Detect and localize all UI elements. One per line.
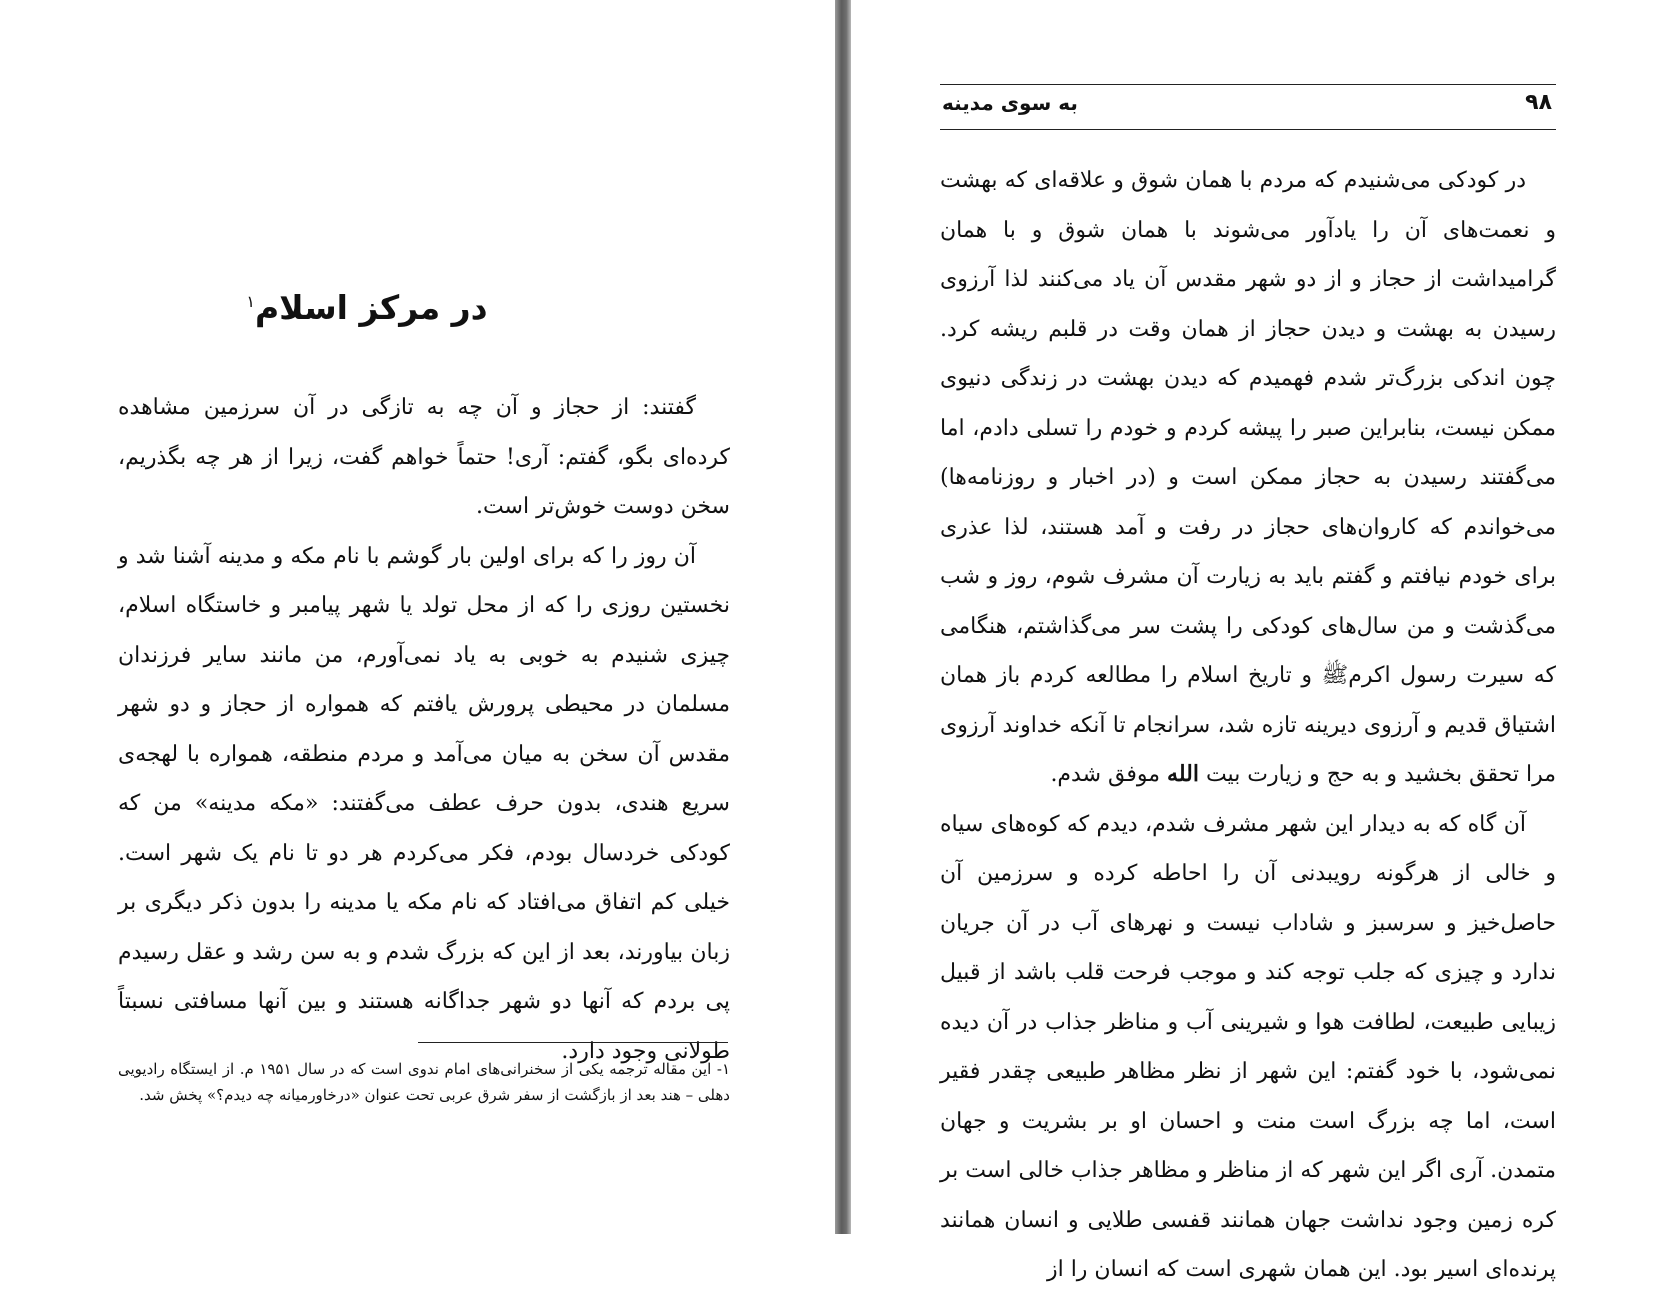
paragraph-text: در کودکی می‌شنیدم که مردم با همان شوق و علاقه‌ای که بهشت و نعمت‌های آن را یادآور می‌شوند با همان شوق و با همان گرامیداشت از حجاز و از دو شهر مقدس آن یاد می‌کنند لذا آرزوی رسیدن به بهشت و دیدن حجاز از همان وقت در قلبم ریشه کرد. چون اندکی بزرگ‌تر شدم فهمیدم که دیدن بهشت در زندگی دنیوی ممکن نیست، بنابراین صبر را پیشه کردم و خودم را تسلی دادم، اما می‌گفتند رسیدن به حجاز ممکن است و (در اخبار و روزنامه‌ها) می‌خواندم که کاروان‌های حجاز در رفت و آمد هستند، لذا عذری برای خودم نیافتم و گفتم باید به زیارت آن مشرف شوم، روز و شب می‌گذشت و من سال‌های کودکی را پشت سر می‌گذاشتم، هنگامی که سیرت رسول اکرمﷺ و تاریخ اسلام را مطالعه کردم باز همان اشتیاق قدیم و آرزوی دیرینه تازه شد، سرانجام تا آنکه خداوند آرزوی مرا تحقق بخشید و به حج و زیارت بیت: [940, 168, 1556, 787]
chapter-title: [120, 288, 614, 327]
book-gutter: [835, 0, 851, 1234]
footnote: ۱- این مقاله ترجمه یکی از سخنرانی‌های امام ندوی است که در سال ۱۹۵۱ م. از ایستگاه رادیویی دهلی – هند بعد از بازگشت از سفر شرق عربی تحت عنوان «درخاورمیانه چه دیدم؟» پخش شد.: [118, 1060, 730, 1104]
footnote-marker: ۱: [246, 292, 255, 311]
emphasis-text: الله: [1167, 761, 1199, 787]
chapter-title-text: در مرکز اسلام: [254, 288, 488, 327]
paragraph-text-end: موفق شدم.: [1050, 762, 1168, 787]
left-body-text: [118, 383, 730, 1076]
paragraph: [940, 156, 1556, 800]
page-number: ۹۸: [1525, 90, 1552, 115]
footnote-divider: [418, 1042, 728, 1043]
running-header: [940, 84, 1556, 130]
left-page: [0, 0, 835, 1234]
paragraph: آن روز را که برای اولین بار گوشم با نام مکه و مدینه آشنا شد و نخستین روزی را که از محل تولد یا شهر پیامبر و خاستگاه اسلام، چیزی شنیدم به خوبی به یاد نمی‌آورم، من مانند سایر فرزندان مسلمان در محیطی پرورش یافتم که همواره از حجاز و دو شهر مقدس آن سخن به میان می‌آمد و مردم منطقه، همواره با لهجه‌ی سریع هندی، بدون حرف عطف می‌گفتند: «مکه مدینه» من که کودکی خردسال بودم، فکر می‌کردم هر دو تا نام یک شهر است. خیلی کم اتفاق می‌افتاد که نام مکه یا مدینه را بدون ذکر دیگری بر زبان بیاورند، بعد از این که بزرگ شدم و به سن رشد و عقل رسیدم پی بردم که آنها دو شهر جداگانه هستند و بین آنها مسافتی نسبتاً طولانی وجود دارد.: [118, 543, 730, 1064]
paragraph: آن گاه که به دیدار این شهر مشرف شدم، دیدم که کوه‌های سیاه و خالی از هرگونه رویبدنی آن را احاطه کرده و سرزمین آن حاصل‌خیز و سرسبز و شاداب نیست و نهرهای آب در آن جریان ندارد و چیزی که جلب توجه کند و موجب فرحت قلب باشد از قبیل زیبایی طبیعت، لطافت هوا و شیرینی آب و مناظر جذاب در آن دیده نمی‌شود، با خود گفتم: این شهر از نظر مظاهر طبیعی چقدر فقیر است، اما چه بزرگ است منت و احسان او بر بشریت و جهان متمدن. آری اگر این شهر که از مناظر و مظاهر جذاب خالی است بر کره زمین وجود نداشت جهان همانند قفسی طلایی و انسان همانند پرنده‌ای اسیر بود. این همان شهری است که انسان را از: [940, 811, 1556, 1282]
running-title: به سوی مدینه: [942, 91, 1078, 115]
paragraph: گفتند: از حجاز و آن چه به تازگی در آن سرزمین مشاهده کرده‌ای بگو، گفتم: آری! حتماً خواهم گفت، زیرا از هر چه بگذریم، سخن دوست خوش‌تر است.: [118, 395, 730, 519]
right-body-text: [940, 156, 1556, 1295]
